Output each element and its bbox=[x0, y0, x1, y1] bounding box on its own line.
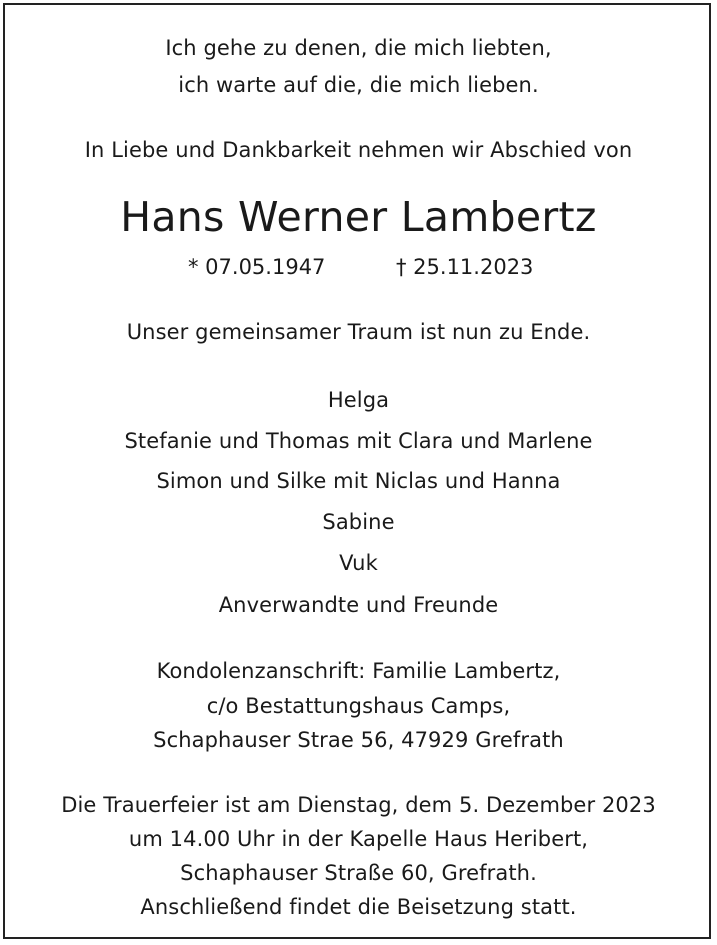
life-dates bbox=[0, 253, 717, 281]
funeral-line-2: um 14.00 Uhr in der Kapelle Haus Heribert, bbox=[128, 827, 589, 851]
dream-line: Unser gemeinsamer Traum ist nun zu Ende. bbox=[126, 320, 591, 344]
mourner-3: Simon und Silke mit Niclas und Hanna bbox=[156, 469, 561, 493]
mourner-6: Anverwandte und Freunde bbox=[218, 593, 499, 617]
deceased-name: Hans Werner Lambertz bbox=[120, 193, 597, 241]
funeral-line-1: Die Trauerfeier ist am Dienstag, dem 5. Dezember 2023 bbox=[61, 793, 656, 817]
death-date: † 25.11.2023 bbox=[396, 255, 534, 279]
funeral-line-3: Schaphauser Straße 60, Grefrath. bbox=[180, 861, 537, 885]
condolence-line-3: Schaphauser Strae 56, 47929 Grefrath bbox=[153, 728, 564, 752]
mourner-1: Helga bbox=[327, 388, 390, 412]
mourner-4: Sabine bbox=[322, 510, 395, 534]
mourner-2: Stefanie und Thomas mit Clara und Marlene bbox=[124, 429, 593, 453]
condolence-line-1: Kondolenzanschrift: Familie Lambertz, bbox=[156, 659, 561, 683]
poem-line-2: ich warte auf die, die mich lieben. bbox=[178, 73, 539, 97]
mourner-5: Vuk bbox=[339, 551, 378, 575]
intro-text: In Liebe und Dankbarkeit nehmen wir Abschied von bbox=[84, 138, 633, 162]
poem-line-1: Ich gehe zu denen, die mich liebten, bbox=[165, 36, 552, 60]
birth-date: * 07.05.1947 bbox=[188, 255, 326, 279]
funeral-line-4: Anschließend findet die Beisetzung statt. bbox=[140, 895, 577, 919]
condolence-line-2: c/o Bestattungshaus Camps, bbox=[206, 694, 511, 718]
